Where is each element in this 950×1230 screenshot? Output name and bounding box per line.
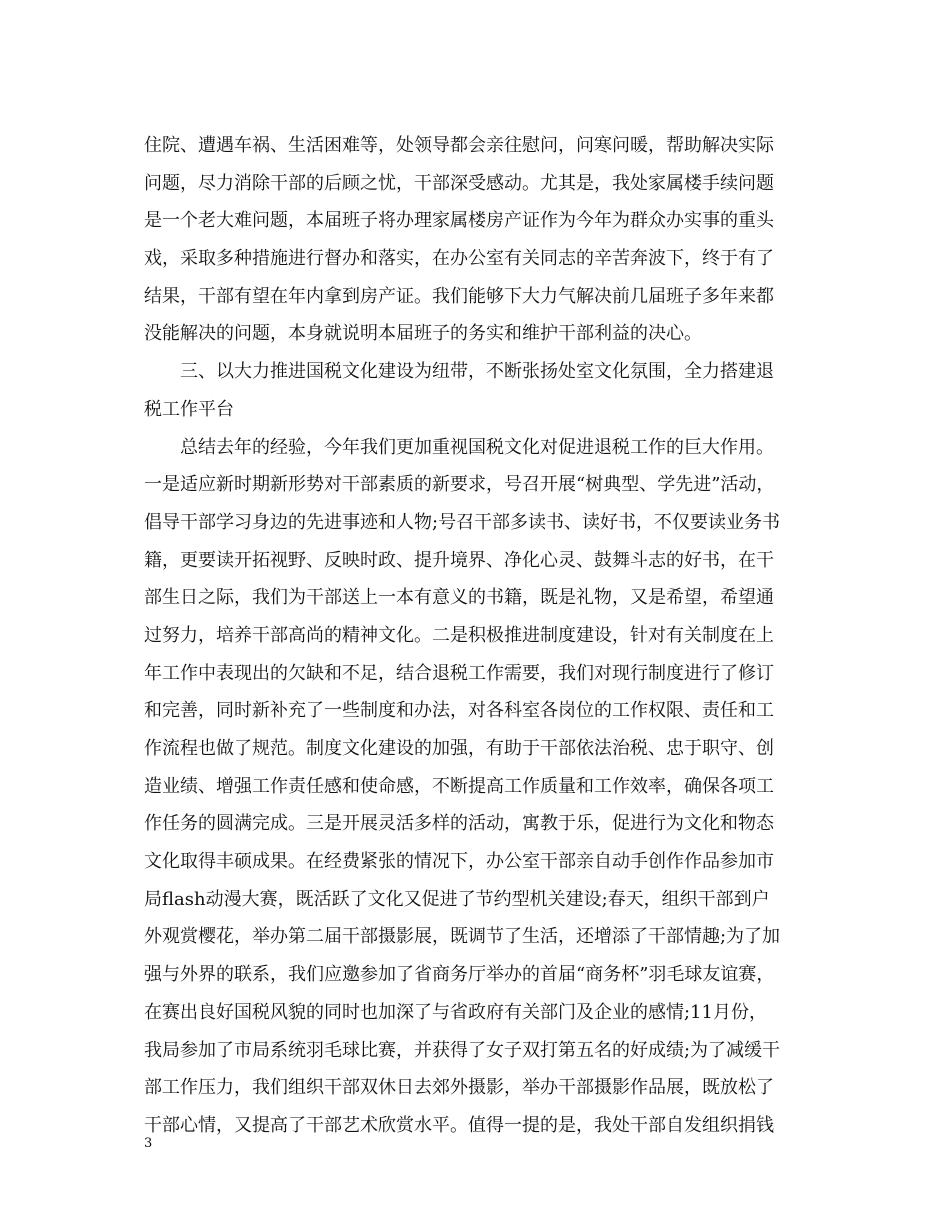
text-line: 作任务的圆满完成。三是开展灵活多样的活动，寓教于乐，促进行为文化和物态: [144, 813, 774, 835]
text-line: 部生日之际，我们为干部送上一本有意义的书籍，既是礼物，又是希望，希望通: [144, 587, 774, 609]
text-line: 三、以大力推进国税文化建设为纽带，不断张扬处室文化氛围，全力搭建退: [144, 361, 774, 383]
text-line: 没能解决的问题，本身就说明本届班子的务实和维护干部利益的决心。: [144, 323, 702, 345]
text-line: 干部心情，又提高了干部艺术欣赏水平。值得一提的是，我处干部自发组织捐钱: [144, 1114, 774, 1136]
text-line: 是一个老大难问题，本届班子将办理家属楼房产证作为今年为群众办实事的重头: [144, 210, 774, 232]
text-line: 倡导干部学习身边的先进事迹和人物;号召干部多读书、读好书，不仅要读业务书: [144, 511, 781, 533]
text-line: 结果，干部有望在年内拿到房产证。我们能够下大力气解决前几届班子多年来都: [144, 285, 774, 307]
text-line: 在赛出良好国税风貌的同时也加深了与省政府有关部门及企业的感情;11月份，: [144, 1001, 767, 1023]
text-line: 年工作中表现出的欠缺和不足，结合退税工作需要，我们对现行制度进行了修订: [144, 662, 774, 684]
text-line: 造业绩、增强工作责任感和使命感，不断提高工作质量和工作效率，确保各项工: [144, 775, 774, 797]
text-line: 部工作压力，我们组织干部双休日去郊外摄影，举办干部摄影作品展，既放松了: [144, 1077, 774, 1099]
text-line: 总结去年的经验，今年我们更加重视国税文化对促进退税工作的巨大作用。: [144, 436, 774, 458]
text-line: 过努力，培养干部高尚的精神文化。二是积极推进制度建设，针对有关制度在上: [144, 624, 774, 646]
text-line: 籍，更要读开拓视野、反映时政、提升境界、净化心灵、鼓舞斗志的好书，在干: [144, 549, 774, 571]
text-line: 外观赏樱花，举办第二届干部摄影展，既调节了生活，还增添了干部情趣;为了加: [144, 926, 781, 948]
text-line: 我局参加了市局系统羽毛球比赛，并获得了女子双打第五名的好成绩;为了减缓干: [144, 1039, 781, 1061]
text-line: 戏，采取多种措施进行督办和落实，在办公室有关同志的辛苦奔波下，终于有了: [144, 248, 774, 270]
page-number: 3: [144, 1136, 153, 1151]
text-line: 问题，尽力消除干部的后顾之忧，干部深受感动。尤其是，我处家属楼手续问题: [144, 172, 774, 194]
text-line: 一是适应新时期新形势对干部素质的新要求，号召开展“树典型、学先进”活动，: [144, 474, 775, 496]
text-line: 局flash动漫大赛，既活跃了文化又促进了节约型机关建设;春天，组织干部到户: [144, 888, 770, 910]
text-line: 强与外界的联系，我们应邀参加了省商务厅举办的首届“商务杯”羽毛球友谊赛，: [144, 964, 775, 986]
text-line: 文化取得丰硕成果。在经费紧张的情况下，办公室干部亲自动手创作作品参加市: [144, 851, 774, 873]
body-text: [144, 127, 816, 1145]
text-line: 税工作平台: [144, 398, 234, 420]
text-line: 住院、遭遇车祸、生活困难等，处领导都会亲往慰问，问寒问暖，帮助解决实际: [144, 135, 774, 156]
text-line: 和完善，同时新补充了一些制度和办法，对各科室各岗位的工作权限、责任和工: [144, 700, 774, 722]
text-line: 作流程也做了规范。制度文化建设的加强，有助于干部依法治税、忠于职守、创: [144, 738, 774, 759]
